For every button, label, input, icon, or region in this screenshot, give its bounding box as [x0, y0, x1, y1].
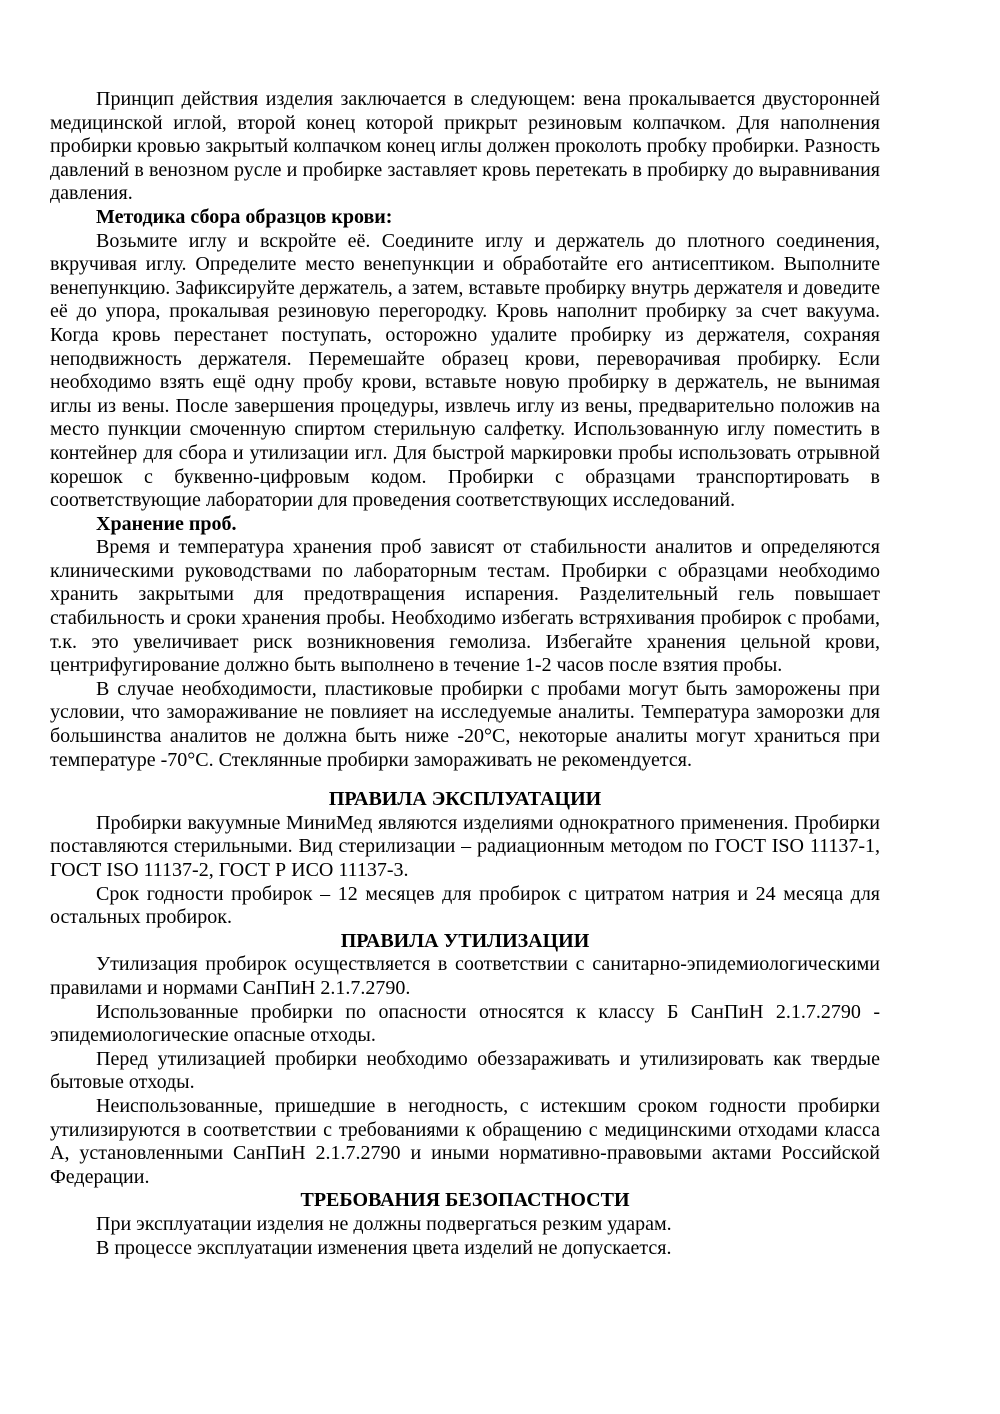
paragraph-principle: Принцип действия изделия заключается в следующем: вена прокалывается двусторонней медицинской иглой, второй конец которой прикрыт резиновым колпачком. Для наполнения пробирки кровью закрытый колпачком конец иглы должен проколоть пробку пробирки. Разность давлений в венозном русле и пробирке заставляет кровь перетекать в пробирку до выравнивания давления. — [50, 88, 880, 205]
paragraph-shelf-life: Срок годности пробирок – 12 месяцев для пробирок с цитратом натрия и 24 месяца для остальных пробирок. — [50, 882, 880, 929]
paragraph-disposal-sanpin: Утилизация пробирок осуществляется в соответствии с санитарно-эпидемиологическими правилами и нормами СанПиН 2.1.7.2790. — [50, 953, 880, 999]
paragraph-storage-conditions: Время и температура хранения проб зависят от стабильности аналитов и определяются клиническими руководствами по лабораторным тестам. Пробирки с образцами необходимо хранить закрытыми для предотвращения испарения. Разделительный гель повышает стабильность и сроки хранения пробы. Необходимо избегать встряхивания пробирок с пробами, т.к. это увеличивает риск возникновения гемолиза. Избегайте хранения цельной крови, центрифугирование должно быть выполнено в течение 1-2 часов после взятия пробы. — [50, 536, 880, 677]
paragraph-disinfection: Перед утилизацией пробирки необходимо обеззараживать и утилизировать как твердые бытовые отходы. — [50, 1047, 880, 1094]
section-heading-safety-requirements: ТРЕБОВАНИЯ БЕЗОПАСТНОСТИ — [300, 1189, 630, 1212]
section-heading-operation-rules: ПРАВИЛА ЭКСПЛУАТАЦИИ — [328, 788, 602, 811]
paragraph-single-use: Пробирки вакуумные МиниМед являются изделиями однократного применения. Пробирки поставляются стерильными. Вид стерилизации – радиационным методом по ГОСТ ISO 11137-1, ГОСТ ISO 11137-2, ГОСТ Р ИСО 11137-3. — [50, 811, 880, 881]
paragraph-no-impacts: При эксплуатации изделия не должны подвергаться резким ударам. — [96, 1212, 672, 1235]
paragraph-freezing: В случае необходимости, пластиковые пробирки с пробами могут быть заморожены при условии, что замораживание не повлияет на исследуемые аналиты. Температура заморозки для большинства аналитов не должна быть ниже -20°С, некоторые аналиты могут храниться при температуре -70°С. Стеклянные пробирки замораживать не рекомендуется. — [50, 677, 880, 771]
section-heading-collection-method: Методика сбора образцов крови: — [96, 205, 393, 228]
section-heading-sample-storage: Хранение проб. — [96, 512, 237, 535]
paragraph-collection-method: Возьмите иглу и вскройте её. Соедините иглу и держатель до плотного соединения, вкручивая иглу. Определите место венепункции и обработайте его антисептиком. Выполните венепункцию. Зафиксируйте держатель, а затем, вставьте пробирку внутрь держателя и доведите её до упора, прокалывая резиновую перегородку. Кровь наполнит пробирку за счет вакуума. Когда кровь перестанет поступать, осторожно удалите пробирку из держателя, сохраняя неподвижность держателя. Перемешайте образец крови, переворачивая пробирку. Если необходимо взять ещё одну пробу крови, вставьте новую пробирку в держатель, не вынимая иглы из вены. После завершения процедуры, извлечь иглу из вены, предварительно положив на место пункции смоченную спиртом стерильную салфетку. Использованную иглу поместить в контейнер для сбора и утилизации игл. Для быстрой маркировки пробы использовать отрывной корешок с буквенно-цифровым кодом. Пробирки с образцами транспортировать в соответствующие лаборатории для проведения соответствующих исследований. — [50, 229, 880, 512]
paragraph-unused-tubes: Неиспользованные, пришедшие в негодность, с истекшим сроком годности пробирки утилизируются в соответствии с требованиями к обращению с медицинскими отходами класса А, установленными СанПиН 2.1.7.2790 и иными нормативно-правовыми актами Российской Федерации. — [50, 1094, 880, 1188]
section-heading-disposal-rules: ПРАВИЛА УТИЛИЗАЦИИ — [340, 929, 590, 952]
paragraph-no-color-change: В процессе эксплуатации изменения цвета изделий не допускается. — [96, 1236, 672, 1259]
paragraph-used-tubes-class: Использованные пробирки по опасности относятся к классу Б СанПиН 2.1.7.2790 - эпидемиологические опасные отходы. — [50, 1000, 880, 1047]
